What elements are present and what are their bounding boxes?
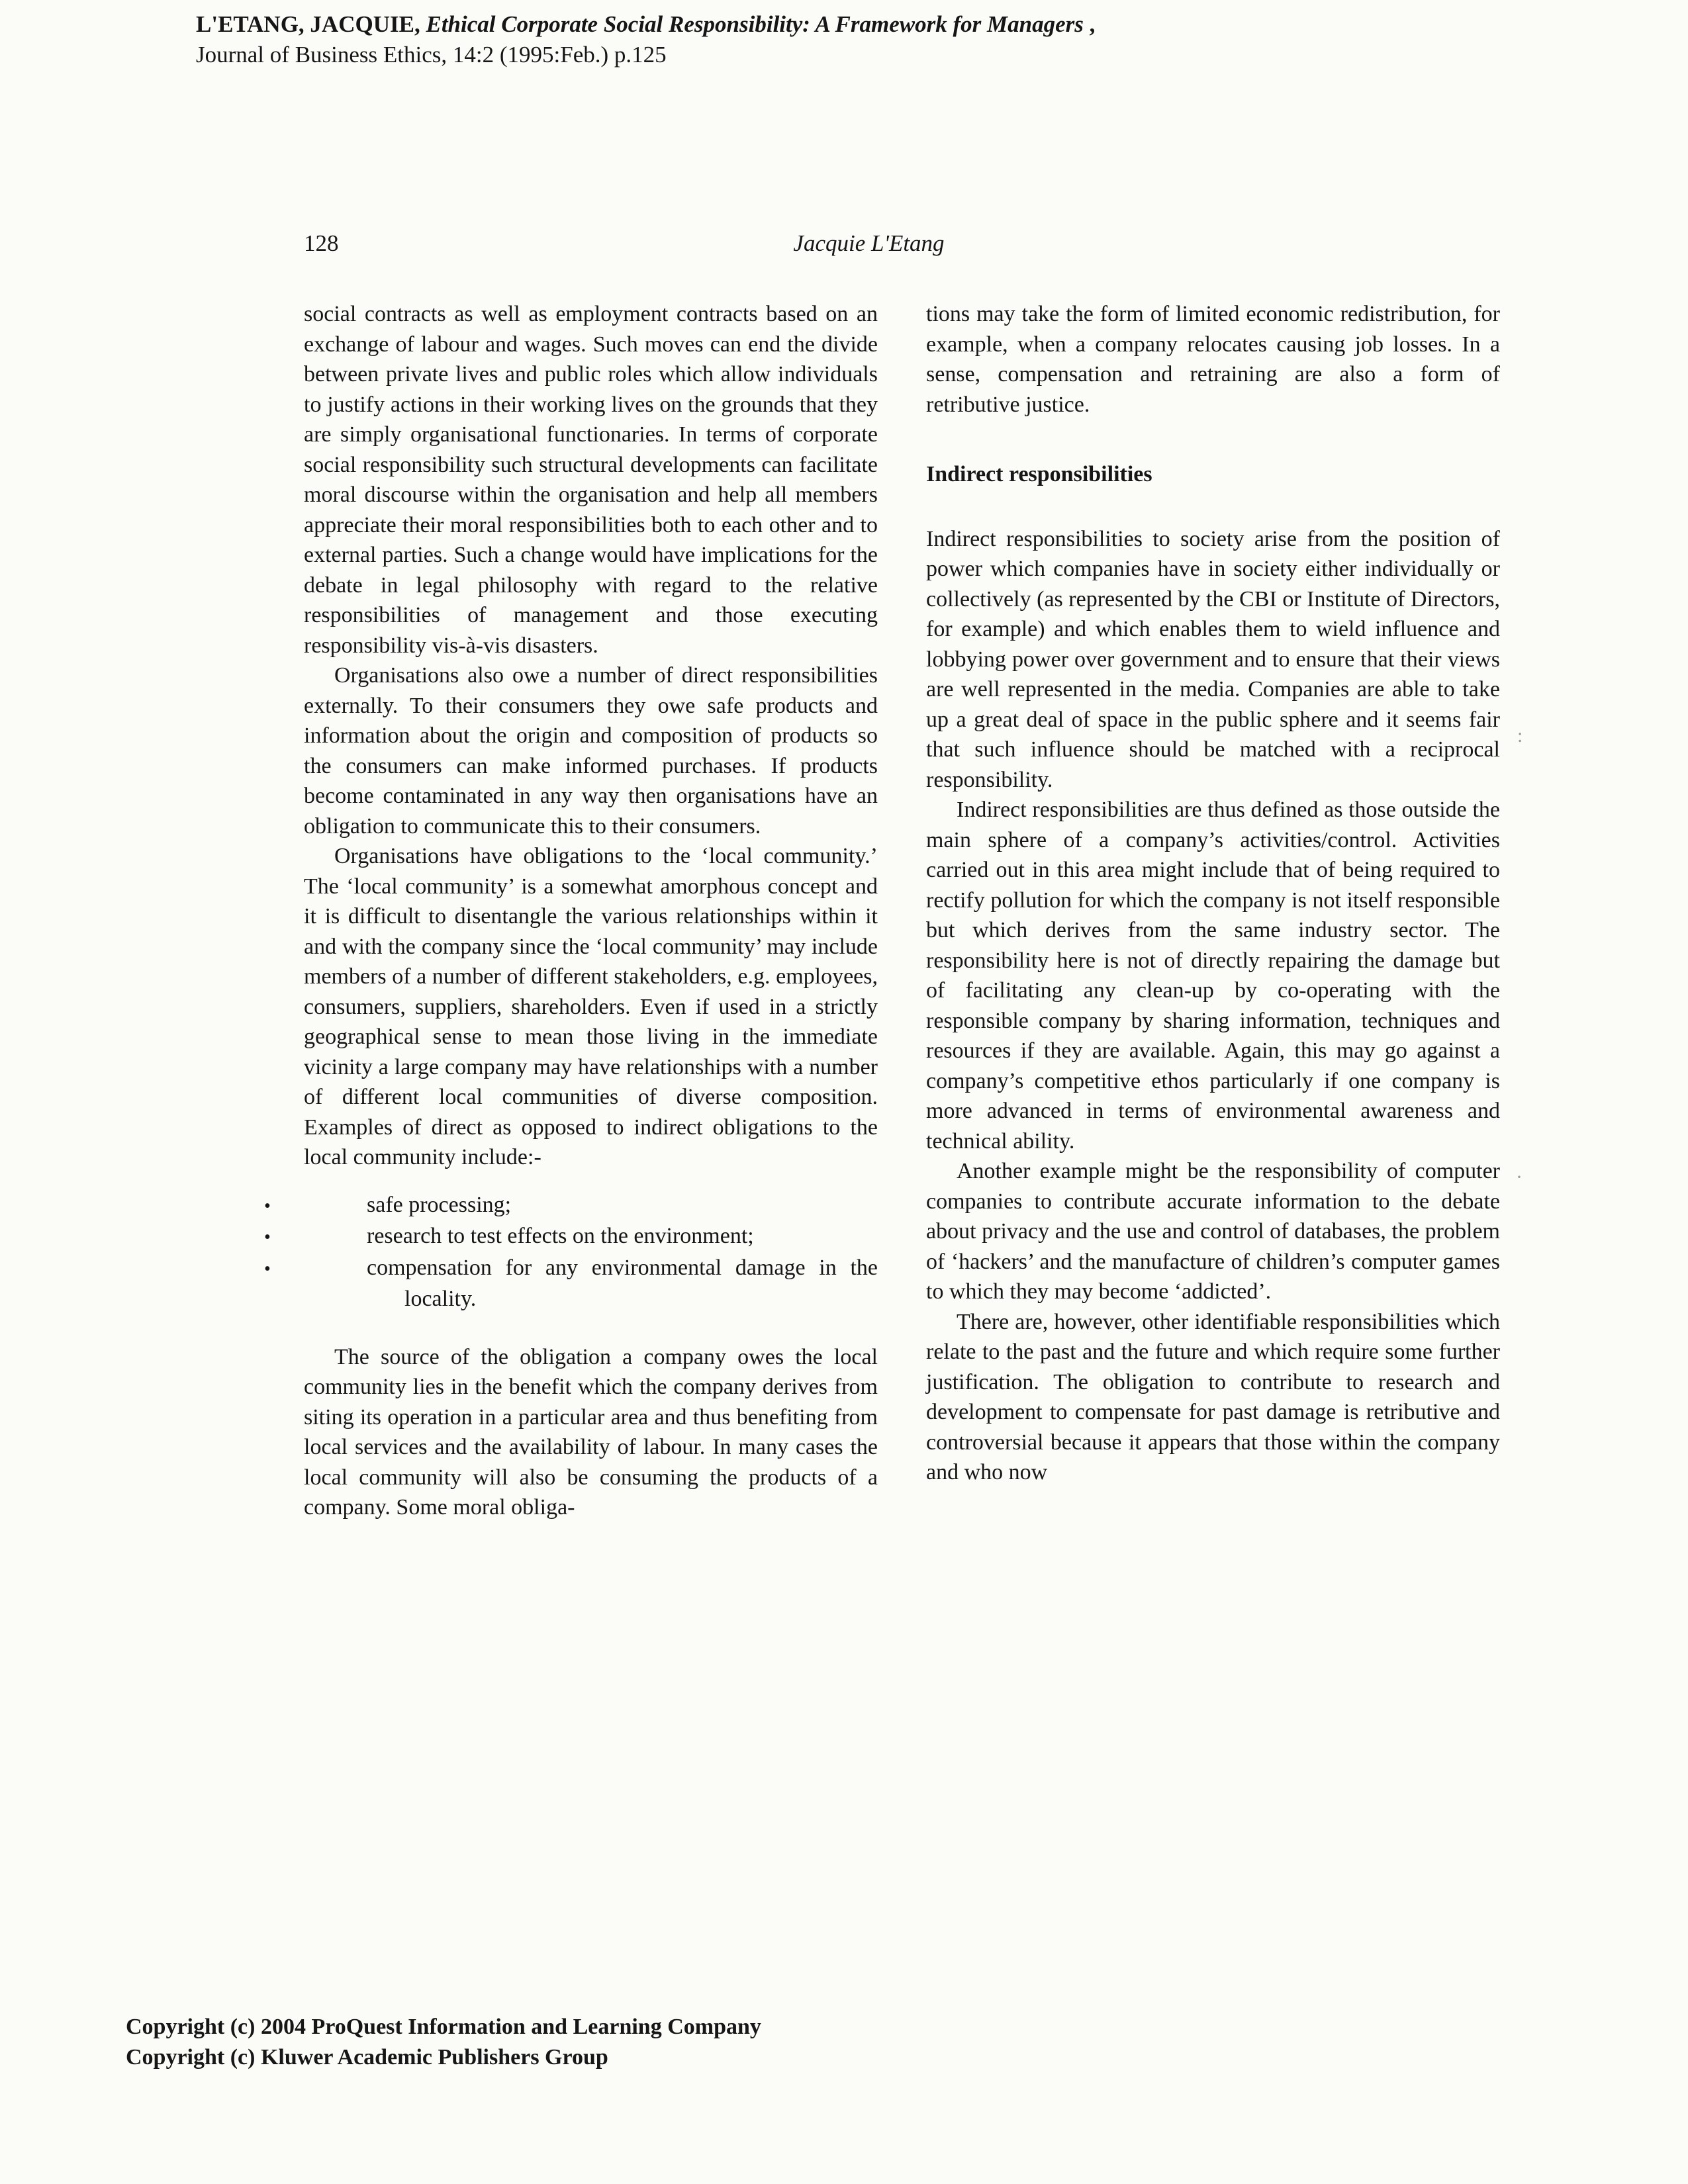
copyright-line: Copyright (c) Kluwer Academic Publishers Group <box>126 2045 608 2070</box>
paragraph: tions may take the form of limited economic redistribution, for example, when a company relocates causing job losses. In a sense, compensation and retraining are also a form of retributive justice. <box>926 302 1500 417</box>
list-item <box>264 1190 878 1222</box>
paragraph: Organisations also owe a number of direct responsibilities externally. To their consumers they owe safe products and information about the origin and composition of products so the consumers can make informed purchases. If products become contaminated in any way then organisations have an obligation to communicate this to their consumers. <box>304 663 878 839</box>
citation-tail: , <box>1083 11 1096 37</box>
list-item <box>264 1253 878 1314</box>
citation-author: L'ETANG, JACQUIE, <box>196 11 426 37</box>
paragraph: Indirect responsibilities to society arise from the position of power which companies have in society either individually or collectively (as represented by the CBI or Institute of Directors, for example) and which enables them to wield influence and lobbying power over government and to ensure that their views are well represented in the media. Companies are able to take up a great deal of space in the public sphere and it seems fair that such influence should be matched with a reciprocal responsibility. <box>926 526 1500 792</box>
bullet-icon: • <box>264 1258 271 1279</box>
paragraph: Another example might be the responsibility of computer companies to contribute accurate information to the debate about privacy and the use and control of databases, the problem of ‘hackers’ and the manufacture of children’s computer games to which they may become ‘addicted’. <box>926 1159 1500 1304</box>
article-body <box>264 299 1500 1523</box>
copyright-footer <box>126 2012 761 2073</box>
section-heading: Indirect responsibilities <box>926 462 1152 486</box>
list-item-text: compensation for any environmental damage in the locality. <box>367 1255 878 1311</box>
paragraph: Organisations have obligations to the ‘local community.’ The ‘local community’ is a somewhat amorphous concept and it is difficult to disentangle the various relationships within it and with the company since the ‘local community’ may include members of a number of different stakeholders, e.g. employees, consumers, suppliers, shareholders. Even if used in a strictly geographical sense to mean those living in the immediate vicinity a large company may have relationships with a number of different local communities of diverse composition. Examples of direct as opposed to indirect obligations to the local community include:- <box>304 844 878 1169</box>
scan-artifact: : <box>1517 725 1523 747</box>
copyright-line: Copyright (c) 2004 ProQuest Information and Learning Company <box>126 2015 761 2039</box>
right-column <box>926 299 1500 1523</box>
citation-header <box>196 9 1095 70</box>
paragraph: social contracts as well as employment contracts based on an exchange of labour and wages. Such moves can end the divide between private lives and public roles which allow individuals to justify actions in their working lives on the grounds that they are simply organisational functionaries. In terms of corporate social responsibility such structural developments can facilitate moral discourse within the organisation and help all members appreciate their moral responsibilities both to each other and to external parties. Such a change would have implications for the debate in legal philosophy with regard to the relative responsibilities of management and those executing responsibility vis-à-vis disasters. <box>304 302 878 658</box>
list-item-text: research to test effects on the environment; <box>367 1224 754 1248</box>
citation-title: Ethical Corporate Social Responsibility: A Framework for Managers <box>426 11 1084 37</box>
citation-line-1 <box>196 9 1095 40</box>
paragraph: Indirect responsibilities are thus defined as those outside the main sphere of a company’s activities/control. Activities carried out in this area might include that of being required to rectify pollution for which the company is not itself responsible but which derives from the same industry sector. The responsibility here is not of directly repairing the damage but of facilitating any clean-up by co-operating with the responsible company by sharing information, techniques and resources if they are available. Again, this may go against a company’s competitive ethos particularly if one company is more advanced in terms of environmental awareness and technical ability. <box>926 797 1500 1154</box>
page-number: 128 <box>304 230 339 256</box>
bullet-icon: • <box>264 1227 271 1248</box>
page-head-row <box>304 230 1500 263</box>
list-item-text: safe processing; <box>367 1192 512 1217</box>
scan-artifact: · <box>1516 1166 1523 1188</box>
paragraph: The source of the obligation a company owes the local community lies in the benefit which the company derives from siting its operation in a particular area and thus benefiting from local services and the availability of labour. In many cases the local community will also be consuming the products of a company. Some moral obliga- <box>304 1344 878 1520</box>
left-column <box>264 299 878 1523</box>
bullet-icon: • <box>264 1195 271 1216</box>
paragraph: There are, however, other identifiable responsibilities which relate to the past and the future and which require some further justification. The obligation to contribute to research and development to compensate for past damage is retributive and controversial because it appears that those within the company and who now <box>926 1309 1500 1484</box>
bullet-list <box>264 1190 878 1314</box>
citation-source: Journal of Business Ethics, 14:2 (1995:Feb.) p.125 <box>196 42 667 68</box>
running-head: Jacquie L'Etang <box>793 230 945 256</box>
list-item <box>264 1221 878 1253</box>
